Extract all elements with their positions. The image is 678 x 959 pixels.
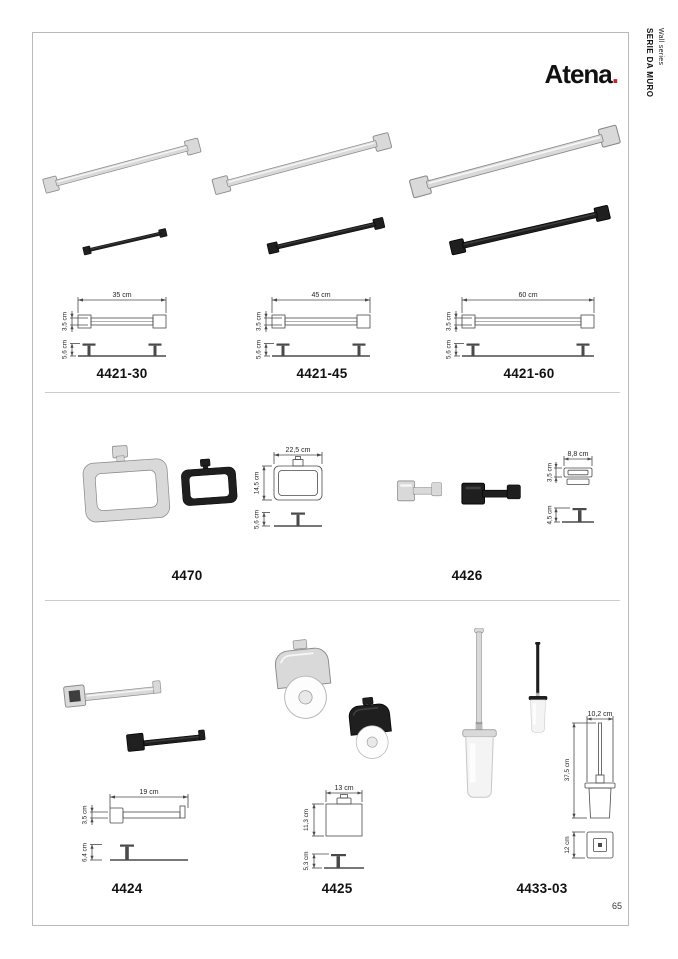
dim-width-label: 22,5 cm <box>285 447 311 454</box>
dim-width-label: 60 cm <box>518 292 538 299</box>
dim-width-label: 35 cm <box>112 292 132 299</box>
dim-height-label: 14,5 cm <box>253 471 261 495</box>
dim-height-label: 3,5 cm <box>445 312 453 331</box>
dim-height-label: 3,5 cm <box>255 312 263 331</box>
photo-robe-hook-chrome <box>396 476 446 514</box>
brand-title <box>500 59 618 90</box>
dim-depth-label: 4,5 cm <box>546 505 554 525</box>
product-code-4421-30: 4421-30 <box>96 366 148 381</box>
product-code-4424: 4424 <box>111 881 143 896</box>
side-tab-title: SERIE DA MURO <box>645 28 654 98</box>
photo-towel-ring-chrome <box>75 441 176 529</box>
dim-height-label: 11,3 cm <box>303 809 310 831</box>
photo-toilet-brush-black <box>522 642 554 738</box>
dim-width-label: 45 cm <box>311 292 331 299</box>
dim-depth-label: 5,6 cm <box>255 340 263 359</box>
tech-drawing-4421-45 <box>256 289 388 367</box>
brand-dot: . <box>611 59 618 89</box>
tech-drawing-4433-03 <box>560 704 626 866</box>
dim-width-label: 8,8 cm <box>567 451 589 458</box>
dim-depth-label: 5,6 cm <box>445 340 453 359</box>
tech-drawing-4421-60 <box>446 289 612 367</box>
dim-width-label: 19 cm <box>139 789 159 796</box>
brand-name: Atena <box>544 59 612 89</box>
side-tab <box>645 28 664 97</box>
dim-height-label: 37,5 cm <box>564 758 571 782</box>
photo-covered-paper-holder-chrome <box>262 634 347 731</box>
photo-towel-ring-black <box>176 456 241 510</box>
dim-depth-label: 5,3 cm <box>303 851 310 871</box>
section-divider <box>45 392 620 393</box>
page-number: 65 <box>611 901 622 911</box>
tech-drawing-4470 <box>250 444 334 536</box>
product-code-4421-45: 4421-45 <box>296 366 348 381</box>
photo-robe-hook-black <box>460 478 526 518</box>
tech-drawing-4426 <box>548 448 598 544</box>
dim-height-label: 3,5 cm <box>81 805 89 825</box>
dim-width-label: 10,2 cm <box>587 711 613 718</box>
product-code-4425: 4425 <box>321 881 353 896</box>
product-code-4470: 4470 <box>171 568 203 583</box>
product-code-4426: 4426 <box>451 568 483 583</box>
product-code-4421-60: 4421-60 <box>503 366 555 381</box>
section-divider <box>45 600 620 601</box>
dim-depth-label: 5,6 cm <box>61 340 69 359</box>
side-tab-subtitle: Wall series <box>657 28 664 66</box>
tech-drawing-4421-30 <box>62 289 182 367</box>
photo-covered-paper-holder-black <box>339 693 404 769</box>
product-code-4433-03: 4433-03 <box>516 881 568 896</box>
dim-depth-label: 5,6 cm <box>253 510 261 529</box>
dim-depth-label: 6,4 cm <box>81 843 89 862</box>
dim-height-label: 3,5 cm <box>546 463 554 482</box>
dim-depth-label: 12 cm <box>564 836 571 854</box>
photo-toilet-brush-chrome <box>450 628 509 808</box>
dim-height-label: 3,5 cm <box>61 312 69 331</box>
tech-drawing-4425 <box>300 780 374 878</box>
dim-width-label: 13 cm <box>334 785 354 792</box>
tech-drawing-4424 <box>82 786 200 870</box>
